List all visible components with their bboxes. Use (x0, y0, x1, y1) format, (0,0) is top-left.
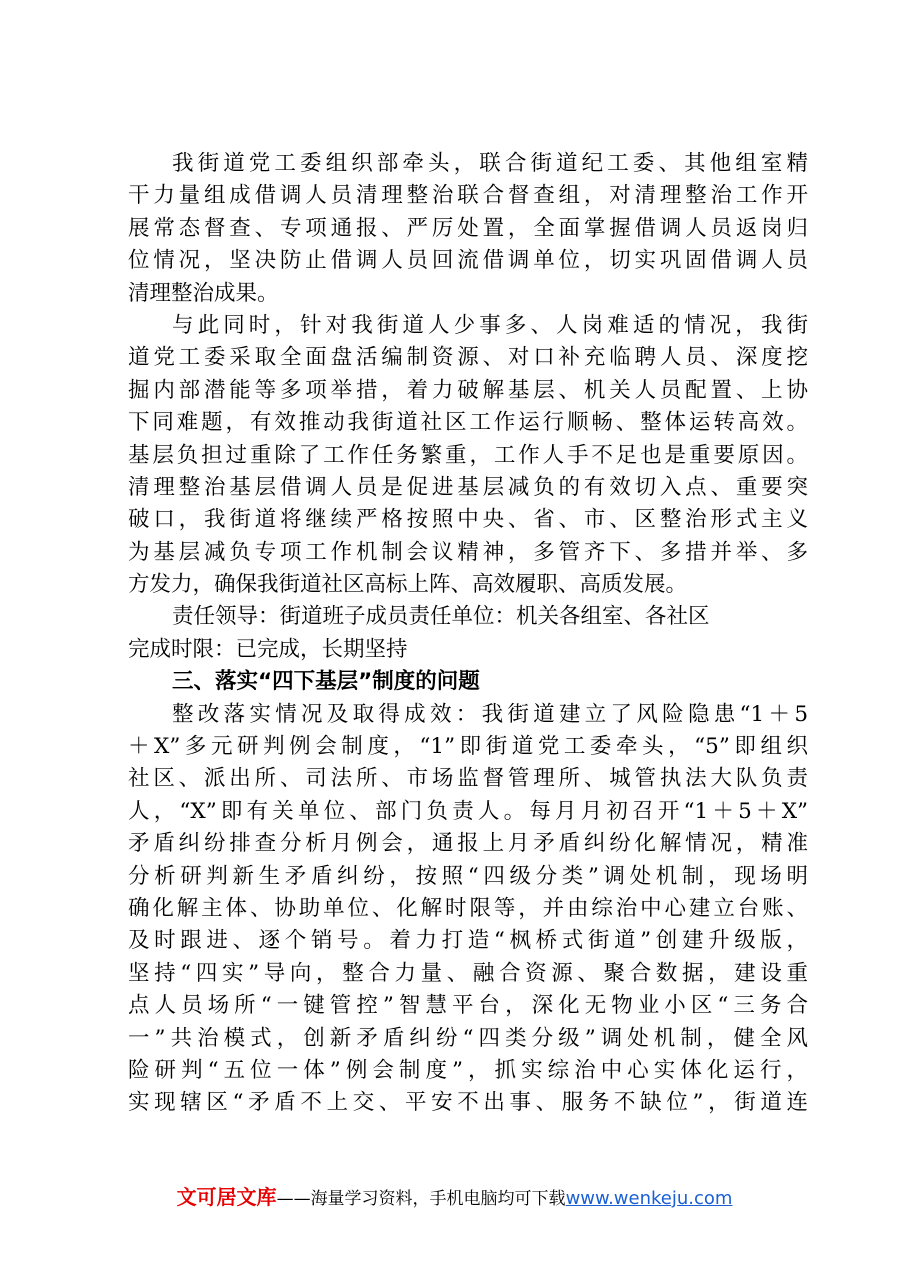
text-line: 完成时限：已完成，长期坚持 (128, 636, 408, 662)
text-line: 实现辖区“矛盾不上交、平安不出事、服务不缺位”，街道连 (128, 1090, 808, 1116)
text-line: 险研判“五位一体”例会制度”，抓实综治中心实体化运行， (128, 1057, 808, 1083)
text-line: 社区、派出所、司法所、市场监督管理所、城管执法大队负责 (128, 766, 808, 792)
text-line: ＋X”多元研判例会制度，“1”即街道党工委牵头，“5”即组织 (128, 734, 808, 760)
text-line: 点人员场所“一键管控”智慧平台，深化无物业小区“三务合 (128, 993, 808, 1019)
footer-link[interactable]: www.wenkeju.com (565, 1188, 733, 1209)
text-line: 干力量组成借调人员清理整治联合督查组，对清理整治工作开 (128, 183, 808, 209)
text-line: 与此同时，针对我街道人少事多、人岗难适的情况，我街 (172, 312, 808, 338)
text-line: 整改落实情况及取得成效：我街道建立了风险隐患“1＋5 (172, 701, 808, 727)
text-line: 矛盾纠纷排查分析月例会，通报上月矛盾纠纷化解情况，精准 (128, 831, 808, 857)
text-line: 方发力，确保我街道社区高标上阵、高效履职、高质发展。 (128, 572, 688, 598)
text-line: 分析研判新生矛盾纠纷，按照“四级分类”调处机制，现场明 (128, 863, 808, 889)
text-line: 位情况，坚决防止借调人员回流借调单位，切实巩固借调人员 (128, 248, 808, 274)
text-line: 人，“X”即有关单位、部门负责人。每月月初召开“1＋5＋X” (128, 798, 808, 824)
text-line: 清理整治成果。 (128, 280, 279, 306)
footer-tagline: ——海量学习资料，手机电脑均可下载 (276, 1189, 566, 1209)
text-line: 我街道党工委组织部牵头，联合街道纪工委、其他组室精 (172, 151, 808, 176)
text-line: 展常态督查、专项通报、严厉处置，全面掌握借调人员返岗归 (128, 215, 808, 241)
text-line: 一”共治模式，创新矛盾纠纷“四类分级”调处机制，健全风 (128, 1025, 808, 1051)
text-line: 清理整治基层借调人员是促进基层减负的有效切入点、重要突 (128, 474, 808, 500)
footer-brand: 文可居文库 (176, 1185, 277, 1209)
text-line: 确化解主体、协助单位、化解时限等，并由综治中心建立台账、 (128, 895, 808, 921)
text-line: 为基层减负专项工作机制会议精神，多管齐下、多措并举、多 (128, 539, 808, 565)
text-line: 掘内部潜能等多项举措，着力破解基层、机关人员配置、上协 (128, 377, 808, 403)
text-line: 责任领导：街道班子成员责任单位：机关各组室、各社区 (172, 604, 710, 630)
section-heading: 三、落实“四下基层”制度的问题 (172, 669, 480, 695)
text-line: 基层负担过重除了工作任务繁重，工作人手不足也是重要原因。 (128, 442, 808, 468)
document-body (128, 148, 808, 1120)
text-line: 破口，我街道将继续严格按照中央、省、市、区整治形式主义 (128, 507, 808, 533)
text-line: 道党工委采取全面盘活编制资源、对口补充临聘人员、深度挖 (128, 345, 808, 371)
text-line: 下同难题，有效推动我街道社区工作运行顺畅、整体运转高效。 (128, 410, 808, 436)
footer-banner (0, 1181, 909, 1210)
text-line: 坚持“四实”导向，整合力量、融合资源、聚合数据，建设重 (128, 960, 808, 986)
text-line: 及时跟进、逐个销号。着力打造“枫桥式街道”创建升级版， (128, 928, 808, 954)
